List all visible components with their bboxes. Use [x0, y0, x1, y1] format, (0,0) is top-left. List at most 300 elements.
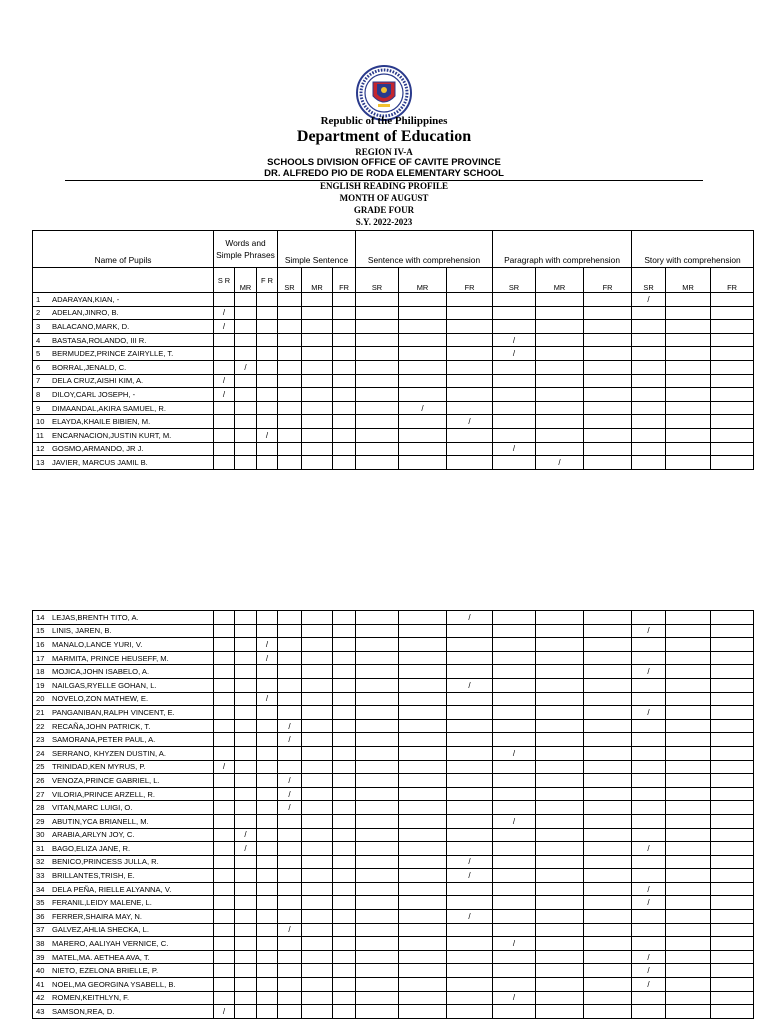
score-cell — [666, 306, 711, 320]
pupil-number: 39 — [36, 952, 45, 962]
score-cell — [584, 774, 632, 788]
score-cell — [257, 964, 278, 978]
table-row — [33, 442, 754, 456]
score-cell — [493, 950, 536, 964]
score-cell — [214, 360, 235, 374]
score-cell — [302, 428, 333, 442]
score-cell — [235, 401, 257, 415]
score-cell — [584, 333, 632, 347]
score-cell — [584, 842, 632, 856]
score-cell — [447, 746, 493, 760]
score-cell — [447, 733, 493, 747]
score-cell — [356, 456, 399, 470]
pupil-number: 40 — [36, 966, 45, 976]
score-cell — [536, 964, 584, 978]
score-cell — [584, 964, 632, 978]
division-line: SCHOOLS DIVISION OFFICE OF CAVITE PROVINCE — [267, 157, 501, 168]
score-cell — [632, 428, 666, 442]
score-cell — [493, 828, 536, 842]
score-cell — [584, 855, 632, 869]
score-cell — [447, 774, 493, 788]
score-cell — [257, 828, 278, 842]
score-cell — [666, 760, 711, 774]
score-cell — [536, 882, 584, 896]
score-cell — [493, 978, 536, 992]
check-mark: / — [288, 803, 291, 813]
score-cell — [333, 828, 356, 842]
score-cell — [257, 869, 278, 883]
score-cell — [278, 333, 302, 347]
score-cell — [536, 978, 584, 992]
score-cell — [632, 1005, 666, 1019]
score-cell — [302, 306, 333, 320]
score-cell — [302, 347, 333, 361]
pupil-number: 12 — [36, 444, 45, 454]
score-cell — [711, 814, 754, 828]
score-cell — [214, 306, 235, 320]
score-cell — [356, 678, 399, 692]
table-row — [33, 320, 754, 334]
score-cell — [447, 678, 493, 692]
score-cell — [356, 814, 399, 828]
score-cell — [584, 692, 632, 706]
score-cell — [356, 388, 399, 402]
score-cell — [584, 456, 632, 470]
check-mark: / — [468, 911, 471, 921]
score-cell — [632, 306, 666, 320]
table-row — [33, 665, 754, 679]
score-cell — [399, 306, 447, 320]
score-cell — [493, 923, 536, 937]
score-cell — [666, 293, 711, 307]
pupil-number: 36 — [36, 911, 45, 921]
pupil-number: 35 — [36, 898, 45, 908]
score-cell — [399, 842, 447, 856]
pupil-name — [33, 692, 214, 706]
score-cell — [257, 415, 278, 429]
score-cell — [399, 706, 447, 720]
score-cell — [399, 651, 447, 665]
score-cell — [214, 442, 235, 456]
score-cell — [302, 882, 333, 896]
pupil-name-text: TRINIDAD,KEN MYRUS, P. — [52, 762, 146, 772]
score-cell — [493, 678, 536, 692]
score-cell — [257, 991, 278, 1005]
table-row — [33, 814, 754, 828]
score-cell — [356, 401, 399, 415]
score-cell — [632, 991, 666, 1005]
score-cell — [235, 801, 257, 815]
pupil-name-text: ADARAYAN,KIAN, - — [52, 294, 120, 304]
score-cell — [257, 814, 278, 828]
score-cell — [711, 374, 754, 388]
score-cell — [356, 320, 399, 334]
score-cell — [666, 828, 711, 842]
score-cell — [399, 347, 447, 361]
pupil-name — [33, 978, 214, 992]
score-cell — [584, 401, 632, 415]
pupil-name — [33, 374, 214, 388]
score-cell — [235, 624, 257, 638]
pupil-name — [33, 706, 214, 720]
score-cell — [447, 374, 493, 388]
pupil-name — [33, 638, 214, 652]
score-cell — [333, 293, 356, 307]
score-cell — [235, 428, 257, 442]
score-cell — [278, 937, 302, 951]
score-cell — [536, 733, 584, 747]
pupil-name — [33, 360, 214, 374]
score-cell — [278, 774, 302, 788]
score-cell — [235, 638, 257, 652]
score-cell — [632, 678, 666, 692]
score-cell — [399, 611, 447, 625]
score-cell — [302, 801, 333, 815]
pupil-number: 32 — [36, 857, 45, 867]
pupil-number: 3 — [36, 321, 41, 331]
score-cell — [711, 1005, 754, 1019]
score-cell — [356, 611, 399, 625]
pupil-number: 38 — [36, 939, 45, 949]
group-story-comprehension: Story with comprehension — [632, 231, 754, 268]
pupil-name — [33, 415, 214, 429]
score-cell — [447, 665, 493, 679]
pupil-number: 4 — [36, 335, 41, 345]
score-cell — [333, 882, 356, 896]
score-cell — [711, 347, 754, 361]
score-cell — [711, 692, 754, 706]
table-row — [33, 855, 754, 869]
check-mark: / — [288, 925, 291, 935]
reading-profile-table-2 — [32, 610, 754, 1019]
score-cell — [356, 665, 399, 679]
table-row — [33, 678, 754, 692]
score-cell — [584, 733, 632, 747]
score-cell — [493, 360, 536, 374]
score-cell — [235, 706, 257, 720]
score-cell — [235, 964, 257, 978]
score-cell — [356, 842, 399, 856]
score-cell — [632, 374, 666, 388]
score-cell — [632, 937, 666, 951]
score-cell — [447, 442, 493, 456]
score-cell — [711, 665, 754, 679]
score-cell — [584, 787, 632, 801]
table-row — [33, 950, 754, 964]
pupil-name-text: BALACANO,MARK, D. — [52, 321, 130, 331]
score-cell — [302, 842, 333, 856]
score-cell — [235, 882, 257, 896]
score-cell — [235, 923, 257, 937]
score-cell — [278, 978, 302, 992]
score-cell — [711, 787, 754, 801]
score-cell — [235, 665, 257, 679]
pupil-number: 25 — [36, 762, 45, 772]
score-cell — [257, 442, 278, 456]
pupil-name-text: NAILGAS,RYELLE GOHAN, L. — [52, 680, 157, 690]
score-cell — [257, 347, 278, 361]
score-cell — [356, 719, 399, 733]
score-cell — [399, 678, 447, 692]
score-cell — [356, 896, 399, 910]
score-cell — [493, 719, 536, 733]
score-cell — [302, 719, 333, 733]
check-mark: / — [512, 993, 516, 1003]
score-cell — [235, 828, 257, 842]
score-cell — [235, 320, 257, 334]
table-body-1 — [33, 231, 754, 470]
pupil-name-text: NIETO, EZELONA BRIELLE, P. — [52, 966, 159, 976]
score-cell — [536, 801, 584, 815]
score-cell — [447, 950, 493, 964]
score-cell — [666, 442, 711, 456]
score-cell — [536, 347, 584, 361]
pupil-name-text: JAVIER, MARCUS JAMIL B. — [52, 457, 148, 467]
pupil-name-text: BRILLANTES,TRISH, E. — [52, 871, 135, 881]
score-cell — [584, 923, 632, 937]
pupil-name-text: ELAYDA,KHAILE BIBIEN, M. — [52, 417, 151, 427]
table-row — [33, 923, 754, 937]
pupil-name — [33, 456, 214, 470]
score-cell — [447, 814, 493, 828]
score-cell — [278, 306, 302, 320]
score-cell — [235, 978, 257, 992]
score-cell — [302, 991, 333, 1005]
score-cell — [536, 651, 584, 665]
score-cell — [399, 760, 447, 774]
group-simple-sentence: Simple Sentence — [278, 231, 356, 268]
group-paragraph-comprehension: Paragraph with comprehension — [493, 231, 632, 268]
score-cell — [235, 374, 257, 388]
pupil-name-text: DILOY,CARL JOSEPH, - — [52, 389, 136, 399]
table-row — [33, 801, 754, 815]
score-cell — [235, 760, 257, 774]
score-cell — [536, 842, 584, 856]
score-cell — [302, 624, 333, 638]
score-cell — [493, 442, 536, 456]
score-cell — [666, 814, 711, 828]
score-cell — [278, 910, 302, 924]
score-cell — [493, 991, 536, 1005]
score-cell — [666, 611, 711, 625]
score-cell — [447, 333, 493, 347]
score-cell — [632, 442, 666, 456]
score-cell — [278, 855, 302, 869]
score-cell — [278, 320, 302, 334]
score-cell — [235, 774, 257, 788]
pupil-number: 22 — [36, 721, 45, 731]
score-cell — [302, 923, 333, 937]
score-cell — [333, 456, 356, 470]
score-cell — [302, 978, 333, 992]
score-cell — [493, 910, 536, 924]
score-cell — [493, 706, 536, 720]
pupil-number: 33 — [36, 871, 45, 881]
score-cell — [399, 719, 447, 733]
score-cell — [333, 706, 356, 720]
table-row — [33, 1005, 754, 1019]
score-cell — [447, 415, 493, 429]
pupil-number: 24 — [36, 748, 45, 758]
score-cell — [235, 991, 257, 1005]
pupil-name — [33, 333, 214, 347]
score-cell — [235, 678, 257, 692]
pupil-name-text: NOEL,MA GEORGINA YSABELL, B. — [52, 979, 176, 989]
pupil-number: 11 — [36, 430, 44, 440]
score-cell — [278, 456, 302, 470]
pupil-number: 1 — [36, 294, 41, 304]
score-cell — [536, 706, 584, 720]
score-cell — [536, 1005, 584, 1019]
check-mark: / — [512, 816, 516, 826]
score-cell — [632, 950, 666, 964]
score-cell — [399, 456, 447, 470]
score-cell — [536, 428, 584, 442]
score-cell — [302, 910, 333, 924]
score-cell — [333, 991, 356, 1005]
score-cell — [711, 360, 754, 374]
score-cell — [257, 624, 278, 638]
score-cell — [399, 787, 447, 801]
score-cell — [493, 746, 536, 760]
score-cell — [333, 814, 356, 828]
score-cell — [666, 855, 711, 869]
score-cell — [278, 706, 302, 720]
check-mark: / — [647, 884, 650, 894]
score-cell — [235, 896, 257, 910]
name-subheader-blank — [33, 268, 214, 293]
check-mark: / — [647, 952, 650, 962]
score-cell — [278, 401, 302, 415]
score-cell — [493, 388, 536, 402]
score-cell — [711, 611, 754, 625]
score-cell — [711, 964, 754, 978]
score-cell — [257, 1005, 278, 1019]
score-cell — [302, 456, 333, 470]
score-cell — [302, 388, 333, 402]
score-cell — [666, 651, 711, 665]
table-row — [33, 293, 754, 307]
subheader-simple-fr: FR — [333, 268, 356, 293]
score-cell — [632, 746, 666, 760]
pupil-name-text: SAMORANA,PETER PAUL, A. — [52, 735, 156, 745]
score-cell — [711, 638, 754, 652]
score-cell — [584, 869, 632, 883]
pupil-name — [33, 828, 214, 842]
pupil-name-text: BASTASA,ROLANDO, III R. — [52, 335, 147, 345]
subheader-paragraph-sr: SR — [493, 268, 536, 293]
score-cell — [278, 760, 302, 774]
pupil-number: 17 — [36, 653, 45, 663]
score-cell — [536, 293, 584, 307]
score-cell — [632, 360, 666, 374]
pupil-number: 6 — [36, 362, 41, 372]
score-cell — [278, 624, 302, 638]
score-cell — [356, 651, 399, 665]
table-row — [33, 937, 754, 951]
score-cell — [302, 896, 333, 910]
score-cell — [302, 333, 333, 347]
score-cell — [447, 306, 493, 320]
score-cell — [235, 293, 257, 307]
score-cell — [399, 910, 447, 924]
score-cell — [711, 428, 754, 442]
table-row — [33, 428, 754, 442]
score-cell — [356, 882, 399, 896]
score-cell — [584, 306, 632, 320]
check-mark: / — [222, 762, 226, 772]
subheader-paragraph-mr: MR — [536, 268, 584, 293]
score-cell — [447, 760, 493, 774]
score-cell — [666, 910, 711, 924]
check-mark: / — [647, 966, 650, 976]
score-cell — [257, 456, 278, 470]
score-cell — [493, 937, 536, 951]
pupil-name — [33, 910, 214, 924]
score-cell — [302, 774, 333, 788]
score-cell — [235, 746, 257, 760]
score-cell — [333, 964, 356, 978]
score-cell — [536, 388, 584, 402]
score-cell — [302, 692, 333, 706]
pupil-name-text: DELA CRUZ,AISHI KIM, A. — [52, 376, 144, 386]
score-cell — [214, 964, 235, 978]
score-cell — [584, 415, 632, 429]
score-cell — [711, 801, 754, 815]
score-cell — [584, 360, 632, 374]
score-cell — [711, 828, 754, 842]
reading-profile-table-1 — [32, 230, 754, 470]
score-cell — [333, 950, 356, 964]
pupil-name — [33, 896, 214, 910]
score-cell — [333, 333, 356, 347]
score-cell — [666, 706, 711, 720]
pupil-name-text: FERANIL,LEIDY MALENE, L. — [52, 898, 152, 908]
score-cell — [257, 333, 278, 347]
subheader-sentence-fr: FR — [447, 268, 493, 293]
group-sentence-comprehension: Sentence with comprehension — [356, 231, 493, 268]
pupil-name — [33, 320, 214, 334]
score-cell — [711, 415, 754, 429]
score-cell — [493, 760, 536, 774]
score-cell — [278, 923, 302, 937]
check-mark: / — [468, 612, 471, 622]
score-cell — [536, 678, 584, 692]
score-cell — [257, 760, 278, 774]
score-cell — [214, 706, 235, 720]
score-cell — [447, 401, 493, 415]
score-cell — [278, 814, 302, 828]
score-cell — [666, 388, 711, 402]
score-cell — [333, 923, 356, 937]
score-cell — [711, 855, 754, 869]
pupil-name — [33, 746, 214, 760]
pupil-number: 8 — [36, 389, 41, 399]
score-cell — [711, 842, 754, 856]
score-cell — [666, 428, 711, 442]
score-cell — [235, 937, 257, 951]
score-cell — [356, 760, 399, 774]
score-cell — [333, 638, 356, 652]
score-cell — [584, 293, 632, 307]
table-row — [33, 651, 754, 665]
score-cell — [536, 415, 584, 429]
score-cell — [399, 882, 447, 896]
score-cell — [536, 828, 584, 842]
score-cell — [214, 692, 235, 706]
score-cell — [632, 896, 666, 910]
score-cell — [214, 950, 235, 964]
